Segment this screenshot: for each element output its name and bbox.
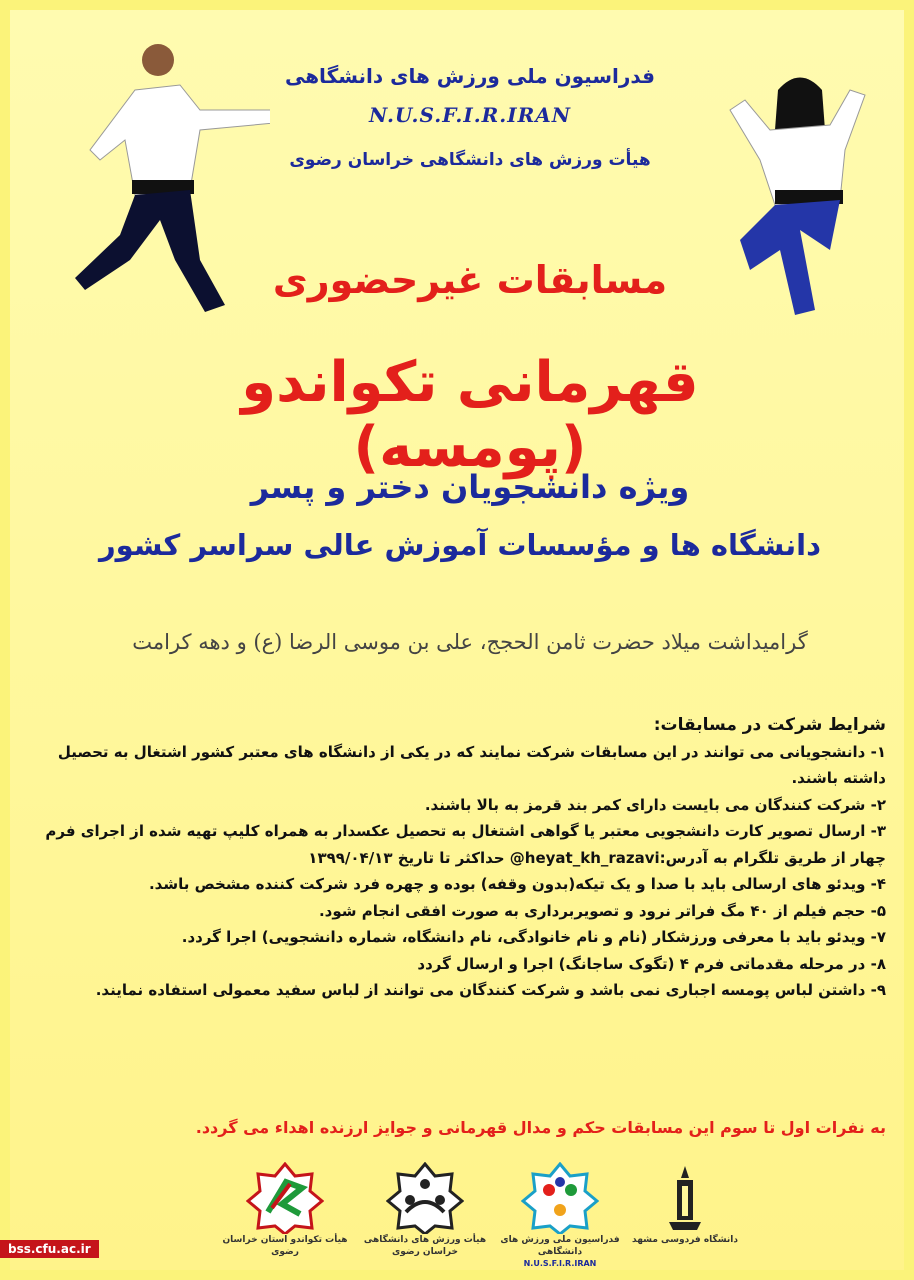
- logos-row: [10, 1162, 904, 1270]
- condition-item: ۳- ارسال تصویر کارت دانشجویی معتبر یا گواهی اشتغال به تحصیل عکسدار به همراه کلیپ تهیه شده از اجرای فرم چهار از طریق تلگرام به آدرس:heyat_kh_razavi@ حداکثر تا تاریخ ۱۳۹۹/۰۴/۱۳: [45, 822, 886, 867]
- logo-caption-latin: N.U.S.F.I.R.IRAN: [523, 1259, 597, 1268]
- federation-title: فدراسیون ملی ورزش های دانشگاهی: [284, 64, 656, 88]
- logo-caption: هیأت ورزش های دانشگاهی: [363, 1235, 487, 1245]
- title-line-3: ویژه دانشجویان دختر و پسر: [250, 468, 690, 506]
- conditions-heading: شرایط شرکت در مسابقات:: [653, 715, 886, 735]
- condition-item: ۷- ویدئو باید با معرفی ورزشکار (نام و نام خانوادگی، نام دانشگاه، شماره دانشجویی) اجرا گردد.: [181, 928, 886, 946]
- site-url-badge: bss.cfu.ac.ir: [0, 1240, 99, 1258]
- condition-item: ۴- ویدئو های ارسالی باید با صدا و یک تیکه(بدون وقفه) بوده و چهره فرد شرکت کننده مشخص باشد.: [148, 875, 886, 893]
- logo-caption: هیأت تکواندو استان خراسان رضوی: [222, 1235, 348, 1257]
- tribute-text: گرامیداشت میلاد حضرت ثامن الحجج، علی بن موسی الرضا (ع) و دهه کرامت: [132, 630, 808, 654]
- board-title: هیأت ورزش های دانشگاهی خراسان رضوی: [289, 150, 651, 170]
- condition-item: ۸- در مرحله مقدماتی فرم ۴ (تگوک ساجانگ) اجرا و ارسال گردد: [417, 954, 886, 973]
- university-logo-icon: [655, 1162, 715, 1234]
- logo-taekwondo-board: [210, 1162, 360, 1262]
- logo-ferdowsi-university: [610, 1162, 760, 1262]
- poster: [10, 10, 904, 1270]
- condition-item: ۲- شرکت کنندگان می بایست دارای کمر بند قرمز به بالا باشند.: [424, 795, 886, 814]
- condition-item: ۱- دانشجویانی می توانند در این مسابقات شرکت نمایند که در یکی از دانشگاه های معتبر کشور اشتغال به تحصیل داشته باشند.: [57, 742, 886, 787]
- logo-university-sports-board: [350, 1162, 500, 1262]
- title-line-2: قهرمانی تکواندو (پومسه): [241, 350, 699, 480]
- taekwondo-board-logo-icon: [246, 1162, 324, 1234]
- condition-item: ۵- حجم فیلم از ۴۰ مگ فراتر نرود و تصویربرداری به صورت افقی انجام شود.: [318, 901, 886, 920]
- prize-text: به نفرات اول تا سوم این مسابقات حکم و مدال قهرمانی و جوایز ارزنده اهداء می گردد.: [195, 1118, 886, 1137]
- condition-item: ۹- داشتن لباس پومسه اجباری نمی باشد و شرکت کنندگان می توانند از لباس سفید معمولی استفاده نمایند.: [95, 981, 886, 999]
- title-line-4: دانشگاه ها و مؤسسات آموزش عالی سراسر کشور: [98, 528, 821, 562]
- federation-logo-icon: [521, 1162, 599, 1234]
- conditions-section: [40, 712, 886, 1004]
- title-line-1: مسابقات غیرحضوری: [272, 258, 668, 302]
- logo-caption: فدراسیون ملی ورزش های دانشگاهی: [500, 1235, 620, 1257]
- logo-caption: دانشگاه فردوسی مشهد: [632, 1235, 738, 1245]
- sports-board-logo-icon: [386, 1162, 464, 1234]
- logo-caption: خراسان رضوی: [392, 1247, 458, 1257]
- federation-latin: N.U.S.F.I.R.IRAN: [368, 103, 572, 127]
